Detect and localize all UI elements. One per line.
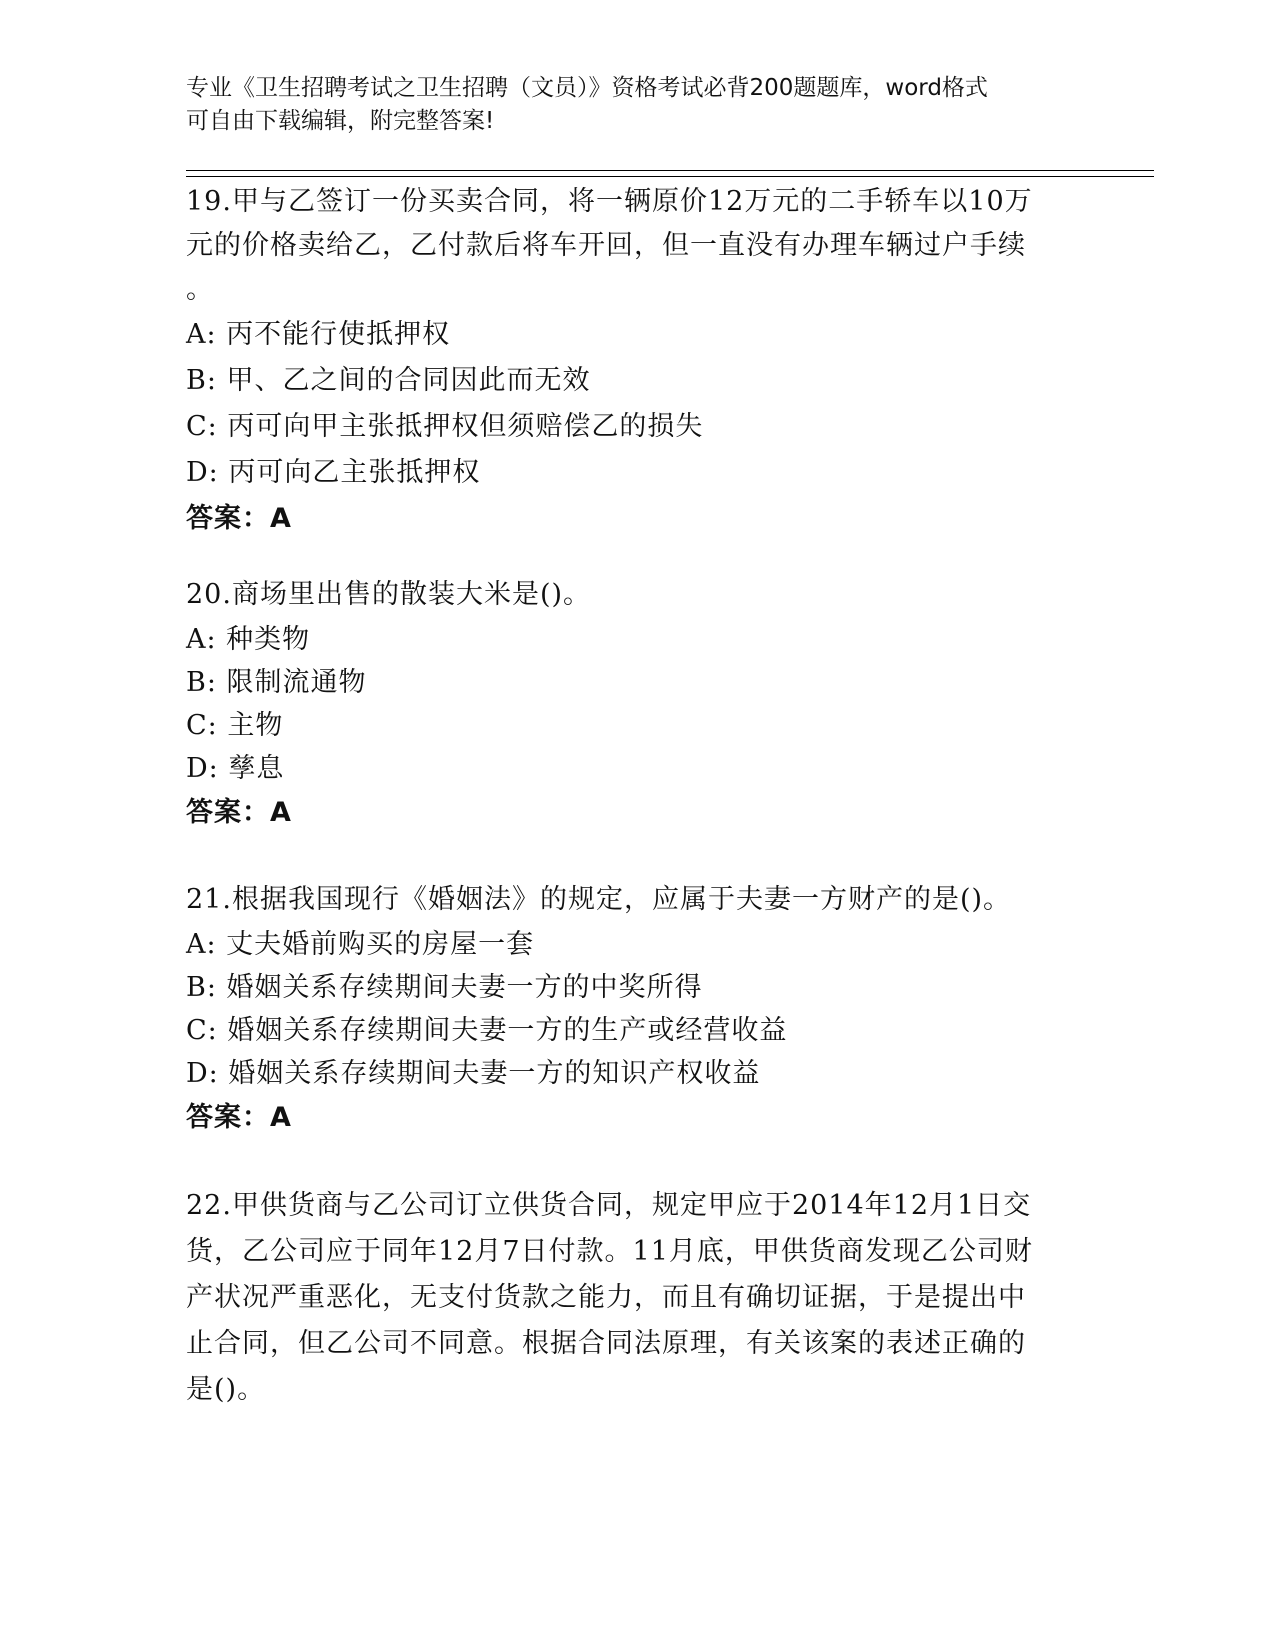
stem-line: 19.甲与乙签订一份买卖合同，将一辆原价12万元的二手轿车以10万 <box>186 186 1033 217</box>
stem-line: 22.甲供货商与乙公司订立供货合同，规定甲应于2014年12月1日交 <box>186 1190 1032 1221</box>
question-stem <box>186 877 1066 923</box>
option-c: C: 丙可向甲主张抵押权但须赔偿乙的损失 <box>186 411 704 442</box>
option-b: B: 限制流通物 <box>186 667 367 698</box>
option-b: B: 婚姻关系存续期间夫妻一方的中奖所得 <box>186 972 703 1003</box>
stem-line: 21.根据我国现行《婚姻法》的规定，应属于夫妻一方财产的是()。 <box>186 884 1012 915</box>
stem-line: 货，乙公司应于同年12月7日付款。11月底，甲供货商发现乙公司财 <box>186 1236 1033 1267</box>
option-d: D: 孳息 <box>186 753 285 784</box>
option-a: A: 丙不能行使抵押权 <box>186 319 451 350</box>
header-line-1: 专业《卫生招聘考试之卫生招聘（文员）》资格考试必背200题题库，word格式 <box>186 75 988 101</box>
option-b: B: 甲、乙之间的合同因此而无效 <box>186 365 591 396</box>
question-22 <box>186 1183 1066 1413</box>
stem-line: 元的价格卖给乙，乙付款后将车开回，但一直没有办理车辆过户手续 <box>186 230 1026 261</box>
stem-line: 是()。 <box>186 1374 266 1405</box>
option-c: C: 主物 <box>186 710 284 741</box>
stem-line: 。 <box>186 274 214 305</box>
question-stem <box>186 180 1066 312</box>
option-a: A: 丈夫婚前购买的房屋一套 <box>186 929 535 960</box>
option-a: A: 种类物 <box>186 624 311 655</box>
stem-line: 止合同，但乙公司不同意。根据合同法原理，有关该案的表述正确的 <box>186 1328 1026 1359</box>
answer: 答案：A <box>186 503 292 534</box>
question-stem <box>186 1183 1066 1413</box>
question-stem <box>186 572 1066 618</box>
header-line-2: 可自由下载编辑，附完整答案! <box>186 108 495 134</box>
answer: 答案：A <box>186 1102 292 1133</box>
stem-line: 20.商场里出售的散装大米是()。 <box>186 579 592 610</box>
option-d: D: 婚姻关系存续期间夫妻一方的知识产权收益 <box>186 1058 761 1089</box>
header-rule-top <box>186 170 1154 171</box>
answer: 答案：A <box>186 797 292 828</box>
option-c: C: 婚姻关系存续期间夫妻一方的生产或经营收益 <box>186 1015 788 1046</box>
question-20 <box>186 572 1066 836</box>
question-19 <box>186 180 1066 542</box>
option-d: D: 丙可向乙主张抵押权 <box>186 457 481 488</box>
question-21 <box>186 877 1066 1141</box>
header-rule-bottom <box>186 176 1154 177</box>
document-header <box>186 72 1066 138</box>
stem-line: 产状况严重恶化，无支付货款之能力，而且有确切证据，于是提出中 <box>186 1282 1026 1313</box>
